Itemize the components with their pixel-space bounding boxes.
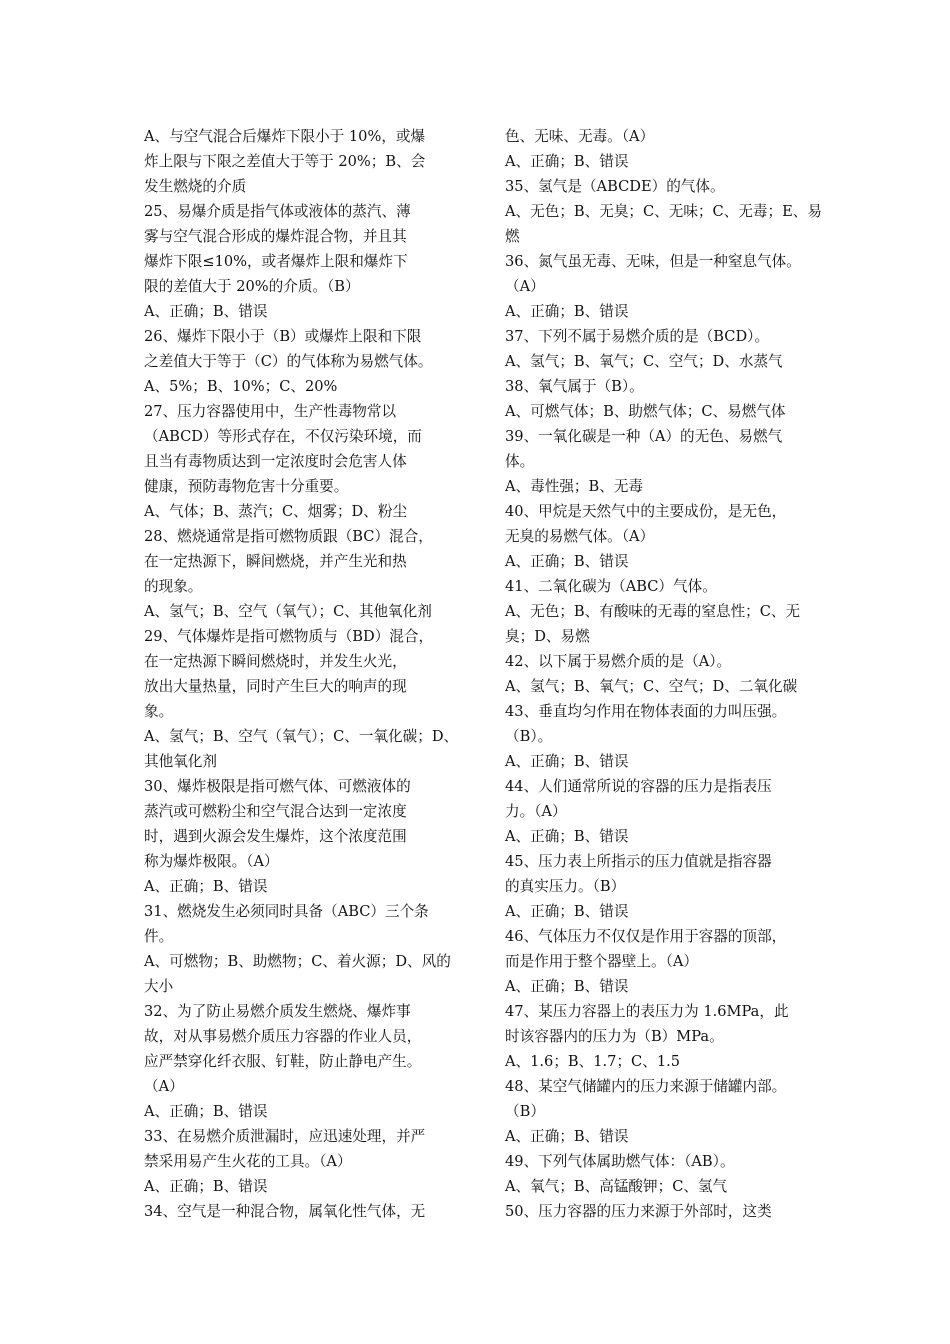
text-line: A、可燃气体；B、助燃气体；C、易燃气体 (505, 403, 786, 420)
text-line: 27、压力容器使用中，生产性毒物常以 (144, 403, 397, 420)
text-line: A、正确；B、错误 (505, 553, 629, 570)
text-line: A、正确；B、错误 (144, 1103, 268, 1120)
text-line: 30、爆炸极限是指可燃气体、可燃液体的 (144, 778, 411, 795)
text-line: 放出大量热量，同时产生巨大的响声的现 (144, 678, 407, 695)
text-line: A、氢气；B、氧气；C、空气；D、二氧化碳 (505, 678, 798, 695)
text-line: 40、甲烷是天然气中的主要成份，是无色， (505, 503, 787, 520)
text-line: 件。 (144, 928, 174, 945)
text-line: 炸上限与下限之差值大于等于 20%；B、会 (144, 153, 426, 170)
text-line: 50、压力容器的压力来源于外部时，这类 (505, 1203, 772, 1220)
text-line: 无臭的易燃气体。（A） (505, 528, 655, 545)
text-line: A、正确；B、错误 (505, 903, 629, 920)
text-line: （ABCD）等形式存在，不仅污染环境，而 (144, 428, 422, 445)
text-line: 雾与空气混合形成的爆炸混合物，并且其 (144, 228, 407, 245)
text-line: 31、燃烧发生必须同时具备（ABC）三个条 (144, 903, 429, 920)
text-line: A、无色；B、有酸味的无毒的窒息性；C、无 (505, 603, 801, 620)
text-line: 称为爆炸极限。（A） (144, 853, 279, 870)
text-line: 38、氧气属于（B）。 (505, 378, 644, 395)
text-line: A、氢气；B、空气（氧气）；C、其他氧化剂 (144, 603, 432, 620)
text-line: 故，对从事易燃介质压力容器的作业人员， (144, 1028, 422, 1045)
text-line: 燃 (505, 228, 520, 245)
text-line: A、氧气；B、高锰酸钾；C、氢气 (505, 1178, 728, 1195)
text-line: 而是作用于整个器壁上。（A） (505, 953, 698, 970)
text-line: A、气体；B、蒸汽；C、烟雾；D、粉尘 (144, 503, 408, 520)
text-line: 的现象。 (144, 578, 203, 595)
text-line: 46、气体压力不仅仅是作用于容器的顶部， (505, 928, 787, 945)
text-line: 47、某压力容器上的表压力为 1.6MPa，此 (505, 1003, 789, 1020)
text-line: 41、二氧化碳为（ABC）气体。 (505, 578, 717, 595)
text-line: 其他氧化剂 (144, 753, 217, 770)
text-line: 的真实压力。（B） (505, 878, 626, 895)
text-line: 禁采用易产生火花的工具。（A） (144, 1153, 352, 1170)
text-line: A、5%；B、10%；C、20% (144, 378, 338, 395)
text-line: 力。（A） (505, 803, 567, 820)
text-line: A、毒性强；B、无毒 (505, 478, 644, 495)
text-line: A、正确；B、错误 (505, 1128, 629, 1145)
text-line: 色、无味、无毒。（A） (505, 128, 655, 145)
text-line: （B）。 (505, 728, 553, 745)
text-line: 26、爆炸下限小于（B）或爆炸上限和下限 (144, 328, 422, 345)
text-line: 体。 (505, 453, 535, 470)
text-line: 发生燃烧的介质 (144, 178, 247, 195)
text-line: （A） (505, 278, 545, 295)
text-line: 45、压力表上所指示的压力值就是指容器 (505, 853, 772, 870)
text-line: 象。 (144, 703, 174, 720)
text-line: A、可燃物；B、助燃物；C、着火源；D、风的 (144, 953, 451, 970)
text-line: 32、为了防止易燃介质发生燃烧、爆炸事 (144, 1003, 411, 1020)
text-line: 时，遇到火源会发生爆炸，这个浓度范围 (144, 828, 407, 845)
text-line: 29、气体爆炸是指可燃物质与（BD）混合， (144, 628, 434, 645)
left-text-column (144, 124, 459, 1224)
text-line: 33、在易燃介质泄漏时，应迅速处理，并严 (144, 1128, 426, 1145)
text-line: 应严禁穿化纤衣服、钉鞋，防止静电产生。 (144, 1053, 422, 1070)
right-text-column (505, 124, 821, 1224)
text-line: 44、人们通常所说的容器的压力是指表压 (505, 778, 772, 795)
text-line: 在一定热源下瞬间燃烧时，并发生火光， (144, 653, 407, 670)
text-line: 大小 (144, 978, 174, 995)
text-line: 健康，预防毒物危害十分重要。 (144, 478, 349, 495)
text-line: 34、空气是一种混合物，属氧化性气体，无 (144, 1203, 426, 1220)
text-line: （A） (144, 1078, 184, 1095)
text-line: 39、一氧化碳是一种（A）的无色、易燃气 (505, 428, 783, 445)
text-line: 37、下列不属于易燃介质的是（BCD）。 (505, 328, 770, 345)
text-line: 在一定热源下，瞬间燃烧，并产生光和热 (144, 553, 407, 570)
text-line: A、氢气；B、空气（氧气）；C、一氧化碳；D、 (144, 728, 459, 745)
text-line: 时该容器内的压力为（B）MPa。 (505, 1028, 724, 1045)
text-line: （B） (505, 1103, 545, 1120)
text-line: 42、以下属于易燃介质的是（A）。 (505, 653, 732, 670)
text-line: 之差值大于等于（C）的气体称为易燃气体。 (144, 353, 433, 370)
text-line: A、正确；B、错误 (144, 1178, 268, 1195)
text-line: A、正确；B、错误 (144, 878, 268, 895)
text-line: 蒸汽或可燃粉尘和空气混合达到一定浓度 (144, 803, 407, 820)
text-line: 25、易爆介质是指气体或液体的蒸汽、薄 (144, 203, 411, 220)
text-line: 35、氢气是（ABCDE）的气体。 (505, 178, 725, 195)
text-line: 臭；D、易燃 (505, 628, 590, 645)
text-line: 48、某空气储罐内的压力来源于储罐内部。 (505, 1078, 787, 1095)
text-line: 36、氮气虽无毒、无味，但是一种窒息气体。 (505, 253, 801, 270)
text-line: A、正确；B、错误 (505, 303, 629, 320)
text-line: A、正确；B、错误 (505, 753, 629, 770)
text-line: 43、垂直均匀作用在物体表面的力叫压强。 (505, 703, 787, 720)
text-line: A、正确；B、错误 (505, 828, 629, 845)
text-line: A、正确；B、错误 (505, 978, 629, 995)
text-line: 爆炸下限≤10%，或者爆炸上限和爆炸下 (144, 253, 408, 270)
text-line: 28、燃烧通常是指可燃物质跟（BC）混合， (144, 528, 433, 545)
text-line: 49、下列气体属助燃气体：（AB）。 (505, 1153, 735, 1170)
text-line: A、1.6；B、1.7；C、1.5 (505, 1053, 681, 1070)
text-line: A、氢气；B、氧气；C、空气；D、水蒸气 (505, 353, 783, 370)
text-line: A、与空气混合后爆炸下限小于 10%，或爆 (144, 128, 426, 145)
text-line: A、正确；B、错误 (505, 153, 629, 170)
text-line: 限的差值大于 20%的介质。（B） (144, 278, 360, 295)
text-line: A、正确；B、错误 (144, 303, 268, 320)
text-line: 且当有毒物质达到一定浓度时会危害人体 (144, 453, 407, 470)
text-line: A、无色；B、无臭；C、无味；C、无毒；E、易 (505, 203, 822, 220)
